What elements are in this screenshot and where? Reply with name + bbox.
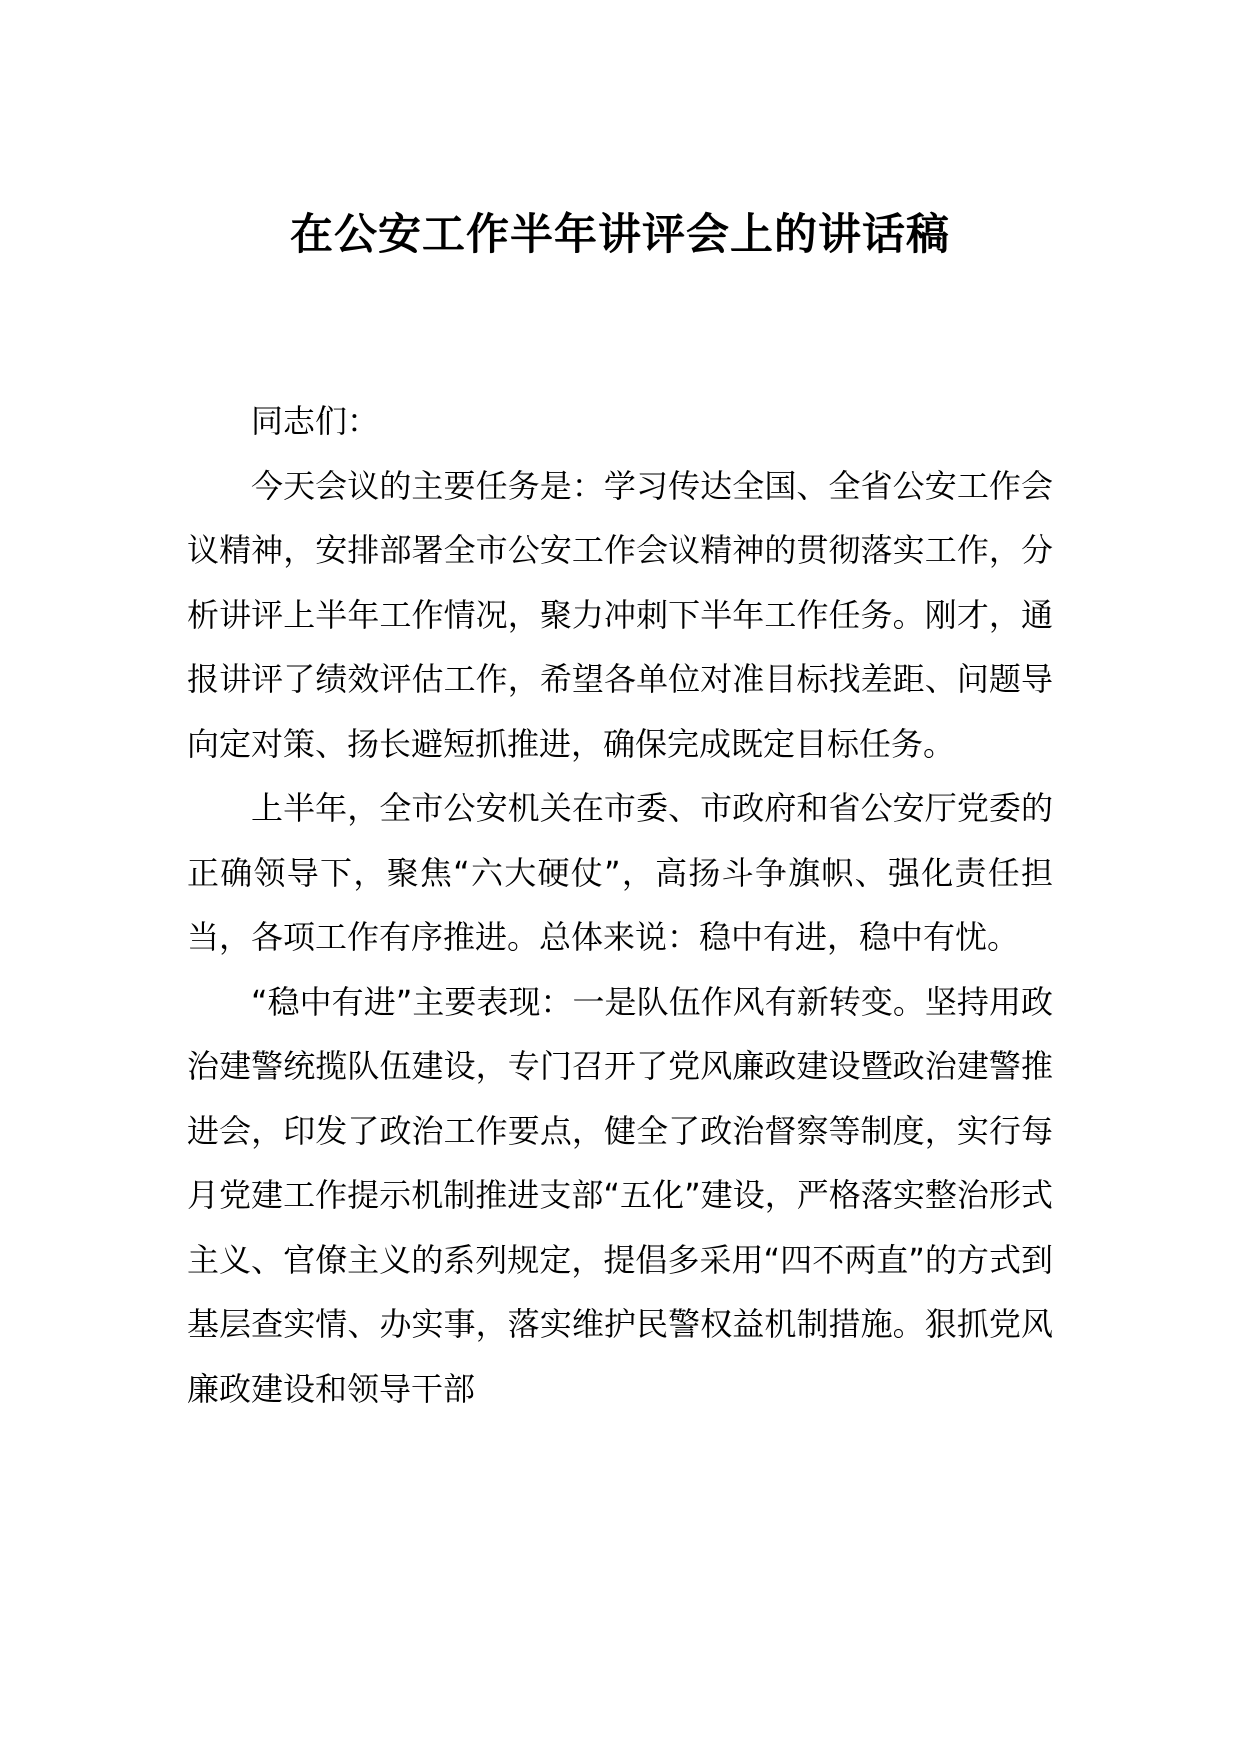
paragraph-2: 上半年，全市公安机关在市委、市政府和省公安厅党委的正确领导下，聚焦“六大硬仗”，高扬斗争旗帜、强化责任担当，各项工作有序推进。总体来说：稳中有进，稳中有忧。 [187, 789, 1053, 956]
document-title: 在公安工作半年讲评会上的讲话稿 [290, 210, 950, 260]
paragraph-1: 今天会议的主要任务是：学习传达全国、全省公安工作会议精神，安排部署全市公安工作会议精神的贯彻落实工作，分析讲评上半年工作情况，聚力冲刺下半年工作任务。刚才，通报讲评了绩效评估工作，希望各单位对准目标找差距、问题导向定对策、扬长避短抓推进，确保完成既定目标任务。 [187, 466, 1053, 763]
paragraph-3: “稳中有进”主要表现：一是队伍作风有新转变。坚持用政治建警统揽队伍建设，专门召开了党风廉政建设暨政治建警推进会，印发了政治工作要点，健全了政治督察等制度，实行每月党建工作提示机制推进支部“五化”建设，严格落实整治形式主义、官僚主义的系列规定，提倡多采用“四不两直”的方式到基层查实情、办实事，落实维护民警权益机制措施。狠抓党风廉政建设和领导干部 [187, 982, 1053, 1408]
greeting: 同志们： [251, 402, 380, 440]
document-body [187, 389, 1053, 1421]
